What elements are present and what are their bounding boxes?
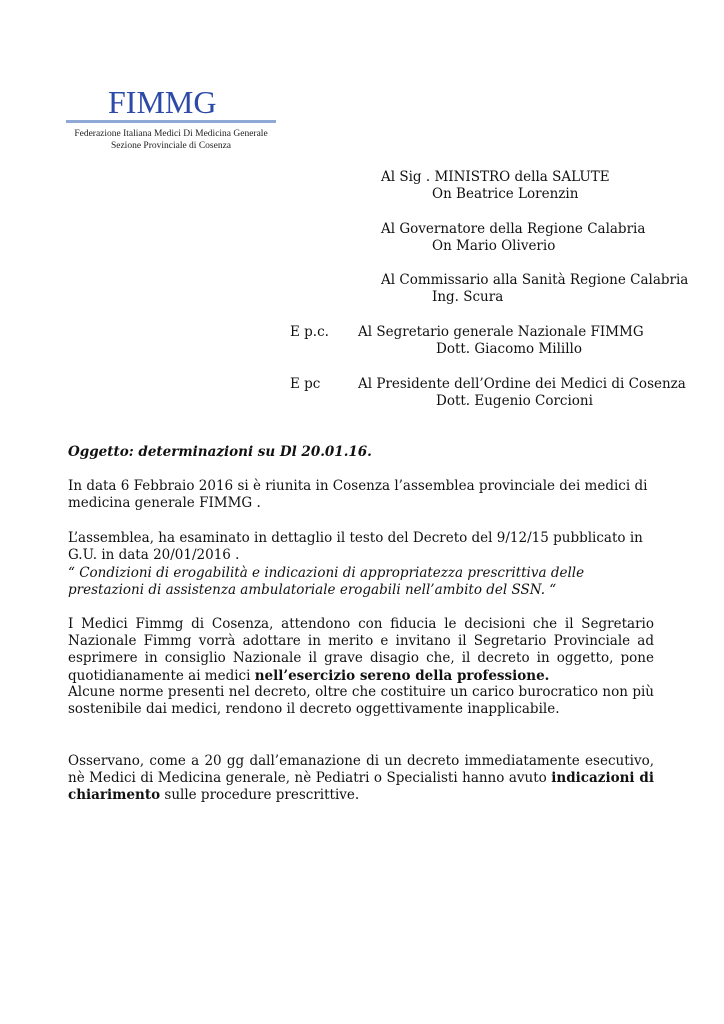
decree-quote: “ Condizioni di erogabilità e indicazioni di appropriatezza prescrittiva delle prestazioni di assistenza ambulatoriale erogabili nell’ambito del SSN. “ [68, 565, 585, 599]
recipient-2-title: Al Governatore della Regione Calabria [381, 221, 646, 237]
subject-line: Oggetto: determinazioni su Dl 20.01.16. [68, 444, 372, 460]
recipient-1-name: On Beatrice Lorenzin [432, 186, 579, 202]
recipient-5-prefix: E pc [290, 376, 321, 392]
fimmg-logo [66, 84, 276, 154]
logo-text: FIMMG [108, 84, 217, 118]
recipient-1-title: Al Sig . MINISTRO della SALUTE [381, 169, 610, 185]
paragraph-observations-tail: sulle procedure prescrittive. [160, 787, 360, 804]
fimmg-logo-mark [108, 84, 258, 118]
recipient-2-name: On Mario Oliverio [432, 238, 556, 254]
paragraph-requests-text: I Medici Fimmg di Cosenza, attendono con fiducia le decisioni che il Segretario Nazionale Fimmg vorrà adottare in merito e invitano il Segretario Provinciale ad esprimere in consiglio Nazionale il grave disagio che, il decreto in oggetto, pone quotidianamente ai medici [68, 616, 654, 684]
recipient-3-name: Ing. Scura [432, 289, 504, 305]
paragraph-meeting: In data 6 Febbraio 2016 si è riunita in Cosenza l’assemblea provinciale dei medici di medicina generale FIMMG . [68, 478, 648, 512]
paragraph-observations [68, 753, 654, 805]
recipient-4-name: Dott. Giacomo Milillo [436, 341, 582, 357]
paragraph-observations-text: Osservano, come a 20 gg dall’emanazione di un decreto immediatamente esecutivo, nè Medici di Medicina generale, nè Pediatri o Specialisti hanno avuto [68, 753, 654, 787]
paragraph-observations-bold: indicazioni di chiarimento [68, 770, 654, 804]
logo-underline [66, 120, 276, 123]
recipient-4-title: Al Segretario generale Nazionale FIMMG [358, 324, 644, 340]
paragraph-requests-bold: nell’esercizio sereno della professione. [254, 667, 550, 684]
paragraph-decree: L’assemblea, ha esaminato in dettaglio il testo del Decreto del 9/12/15 pubblicato in G.U. in data 20/01/2016 . [68, 530, 643, 564]
paragraph-requests [68, 616, 654, 685]
organization-name: Federazione Italiana Medici Di Medicina Generale [74, 129, 268, 139]
recipient-5-title: Al Presidente dell’Ordine dei Medici di Cosenza [358, 376, 686, 392]
recipient-5-name: Dott. Eugenio Corcioni [436, 393, 593, 409]
paragraph-norms: Alcune norme presenti nel decreto, oltre che costituire un carico burocratico non più sostenibile dai medici, rendono il decreto oggettivamente inapplicabile. [68, 684, 654, 718]
recipient-3-title: Al Commissario alla Sanità Regione Calabria [381, 272, 689, 288]
organization-section: Sezione Provinciale di Cosenza [110, 141, 232, 151]
recipient-4-prefix: E p.c. [290, 324, 329, 340]
